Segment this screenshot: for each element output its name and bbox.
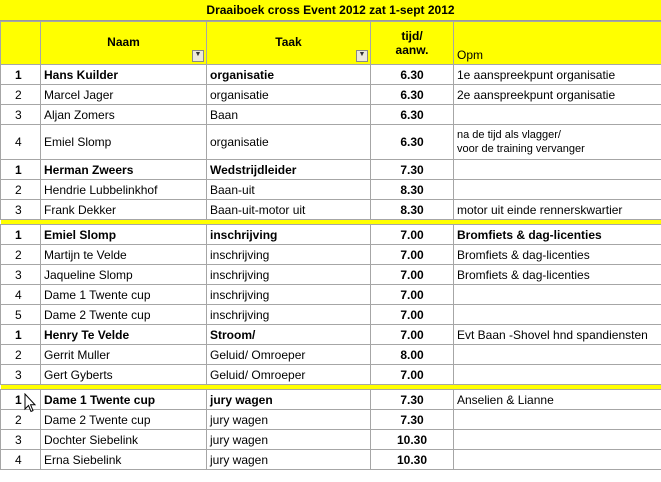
header-tijd-line2: aanw. — [395, 43, 429, 57]
cell-opm[interactable]: Bromfiets & dag-licenties — [454, 265, 661, 285]
cell-tijd[interactable]: 6.30 — [371, 105, 454, 125]
cell-naam[interactable]: Jaqueline Slomp — [41, 265, 207, 285]
cell-num[interactable]: 3 — [1, 200, 41, 220]
cell-naam[interactable]: Dame 1 Twente cup — [41, 390, 207, 410]
table-row — [1, 345, 661, 365]
cell-tijd[interactable]: 7.00 — [371, 365, 454, 385]
cell-tijd[interactable]: 8.30 — [371, 180, 454, 200]
cell-naam[interactable]: Dame 2 Twente cup — [41, 305, 207, 325]
cell-tijd[interactable]: 7.00 — [371, 225, 454, 245]
cell-num[interactable]: 4 — [1, 125, 41, 160]
header-naam[interactable] — [41, 22, 207, 65]
cell-tijd[interactable]: 10.30 — [371, 450, 454, 470]
filter-dropdown-taak[interactable] — [356, 50, 368, 62]
cell-naam[interactable]: Henry Te Velde — [41, 325, 207, 345]
cell-tijd[interactable]: 7.30 — [371, 160, 454, 180]
table-row — [1, 285, 661, 305]
cell-taak[interactable]: inschrijving — [207, 225, 371, 245]
cell-num[interactable]: 4 — [1, 285, 41, 305]
table-row — [1, 430, 661, 450]
header-tijd-line1: tijd/ — [401, 29, 423, 43]
table-row — [1, 365, 661, 385]
table-row — [1, 305, 661, 325]
cell-tijd[interactable]: 8.30 — [371, 200, 454, 220]
dropdown-arrow-icon: ▼ — [194, 51, 202, 58]
cell-num[interactable]: 2 — [1, 410, 41, 430]
cell-naam[interactable]: Gert Gyberts — [41, 365, 207, 385]
cell-num[interactable]: 1 — [1, 65, 41, 85]
cell-opm[interactable] — [454, 160, 661, 180]
cell-opm[interactable] — [454, 285, 661, 305]
cell-naam[interactable]: Marcel Jager — [41, 85, 207, 105]
table-row — [1, 410, 661, 430]
cell-num[interactable]: 2 — [1, 85, 41, 105]
cell-taak[interactable]: organisatie — [207, 65, 371, 85]
cell-num[interactable]: 3 — [1, 265, 41, 285]
cell-num[interactable]: 5 — [1, 305, 41, 325]
table-row — [1, 65, 661, 85]
cell-tijd[interactable]: 7.00 — [371, 265, 454, 285]
cell-naam[interactable]: Hans Kuilder — [41, 65, 207, 85]
cell-naam[interactable]: Aljan Zomers — [41, 105, 207, 125]
header-taak[interactable] — [207, 22, 371, 65]
cell-tijd[interactable]: 7.00 — [371, 305, 454, 325]
cell-naam[interactable]: Dochter Siebelink — [41, 430, 207, 450]
cell-taak[interactable]: Stroom/ — [207, 325, 371, 345]
cell-num[interactable]: 1 — [1, 390, 41, 410]
cell-naam[interactable]: Martijn te Velde — [41, 245, 207, 265]
header-opm-label: Opm — [457, 48, 484, 62]
header-row — [1, 22, 661, 65]
cell-naam[interactable]: Erna Siebelink — [41, 450, 207, 470]
header-tijd[interactable] — [371, 22, 454, 65]
cell-num[interactable]: 1 — [1, 225, 41, 245]
cell-taak[interactable]: organisatie — [207, 85, 371, 105]
header-naam-label: Naam — [107, 35, 140, 49]
cell-taak[interactable]: inschrijving — [207, 265, 371, 285]
table-row — [1, 245, 661, 265]
filter-dropdown-naam[interactable] — [192, 50, 204, 62]
cell-opm[interactable]: 2e aanspreekpunt organisatie — [454, 85, 661, 105]
sheet-title: Draaiboek cross Event 2012 zat 1-sept 2012 — [0, 0, 661, 21]
cell-tijd[interactable]: 8.00 — [371, 345, 454, 365]
cell-opm[interactable] — [454, 365, 661, 385]
opm-line1: na de tijd als vlagger/ — [457, 129, 561, 141]
cell-taak[interactable]: jury wagen — [207, 450, 371, 470]
cell-opm[interactable] — [454, 430, 661, 450]
header-opm[interactable] — [454, 22, 661, 65]
table-row — [1, 200, 661, 220]
cell-taak[interactable]: inschrijving — [207, 285, 371, 305]
cell-taak[interactable]: Geluid/ Omroeper — [207, 345, 371, 365]
cell-num[interactable]: 1 — [1, 160, 41, 180]
cell-taak[interactable]: organisatie — [207, 125, 371, 160]
cell-tijd[interactable]: 7.30 — [371, 390, 454, 410]
cell-taak[interactable]: Baan-uit — [207, 180, 371, 200]
cell-num[interactable]: 2 — [1, 245, 41, 265]
cell-naam[interactable]: Emiel Slomp — [41, 225, 207, 245]
cell-tijd[interactable]: 6.30 — [371, 65, 454, 85]
cell-naam[interactable]: Frank Dekker — [41, 200, 207, 220]
cell-naam[interactable]: Hendrie Lubbelinkhof — [41, 180, 207, 200]
cell-opm[interactable] — [454, 305, 661, 325]
cell-taak[interactable]: Baan — [207, 105, 371, 125]
cell-tijd[interactable]: 7.00 — [371, 325, 454, 345]
cell-naam[interactable]: Dame 2 Twente cup — [41, 410, 207, 430]
cell-opm[interactable]: Bromfiets & dag-licenties — [454, 245, 661, 265]
cell-tijd[interactable]: 10.30 — [371, 430, 454, 450]
draaiboek-table — [0, 21, 661, 470]
cell-num[interactable]: 3 — [1, 430, 41, 450]
cell-opm[interactable]: Bromfiets & dag-licenties — [454, 225, 661, 245]
cell-taak[interactable]: inschrijving — [207, 305, 371, 325]
table-row — [1, 325, 661, 345]
cell-tijd[interactable]: 7.00 — [371, 245, 454, 265]
cell-num[interactable]: 2 — [1, 345, 41, 365]
cell-naam[interactable]: Emiel Slomp — [41, 125, 207, 160]
table-row — [1, 225, 661, 245]
cell-opm[interactable] — [454, 345, 661, 365]
cell-naam[interactable]: Herman Zweers — [41, 160, 207, 180]
cell-num[interactable]: 2 — [1, 180, 41, 200]
cell-taak[interactable]: Wedstrijdleider — [207, 160, 371, 180]
cell-opm[interactable] — [454, 410, 661, 430]
cell-num[interactable]: 3 — [1, 365, 41, 385]
cell-opm[interactable]: Anselien & Lianne — [454, 390, 661, 410]
table-row — [1, 85, 661, 105]
cell-taak[interactable]: jury wagen — [207, 410, 371, 430]
table-row — [1, 125, 661, 160]
cell-naam[interactable]: Dame 1 Twente cup — [41, 285, 207, 305]
header-num-cell[interactable] — [1, 22, 41, 65]
cell-opm[interactable]: 1e aanspreekpunt organisatie — [454, 65, 661, 85]
cell-opm[interactable]: Evt Baan -Shovel hnd spandiensten — [454, 325, 661, 345]
cell-num[interactable]: 3 — [1, 105, 41, 125]
cell-naam[interactable]: Gerrit Muller — [41, 345, 207, 365]
cell-opm[interactable] — [454, 450, 661, 470]
cell-tijd[interactable]: 7.30 — [371, 410, 454, 430]
cell-opm[interactable] — [454, 125, 661, 160]
table-row — [1, 105, 661, 125]
cell-num[interactable]: 1 — [1, 325, 41, 345]
dropdown-arrow-icon: ▼ — [358, 51, 366, 58]
cell-opm[interactable]: motor uit einde rennerskwartier — [454, 200, 661, 220]
cell-tijd[interactable]: 6.30 — [371, 85, 454, 105]
opm-line2: voor de training vervanger — [457, 143, 585, 155]
cell-taak[interactable]: inschrijving — [207, 245, 371, 265]
header-taak-label: Taak — [275, 35, 302, 49]
table-row — [1, 180, 661, 200]
cell-taak[interactable]: Baan-uit-motor uit — [207, 200, 371, 220]
table-row — [1, 265, 661, 285]
table-row — [1, 160, 661, 180]
cell-num[interactable]: 4 — [1, 450, 41, 470]
table-row — [1, 450, 661, 470]
cell-taak[interactable]: Geluid/ Omroeper — [207, 365, 371, 385]
table-row — [1, 390, 661, 410]
cell-taak[interactable]: jury wagen — [207, 430, 371, 450]
cell-tijd[interactable]: 7.00 — [371, 285, 454, 305]
cell-taak[interactable]: jury wagen — [207, 390, 371, 410]
cell-opm[interactable] — [454, 180, 661, 200]
cell-opm[interactable] — [454, 105, 661, 125]
mouse-pointer-icon — [24, 393, 36, 413]
cell-tijd[interactable]: 6.30 — [371, 125, 454, 160]
